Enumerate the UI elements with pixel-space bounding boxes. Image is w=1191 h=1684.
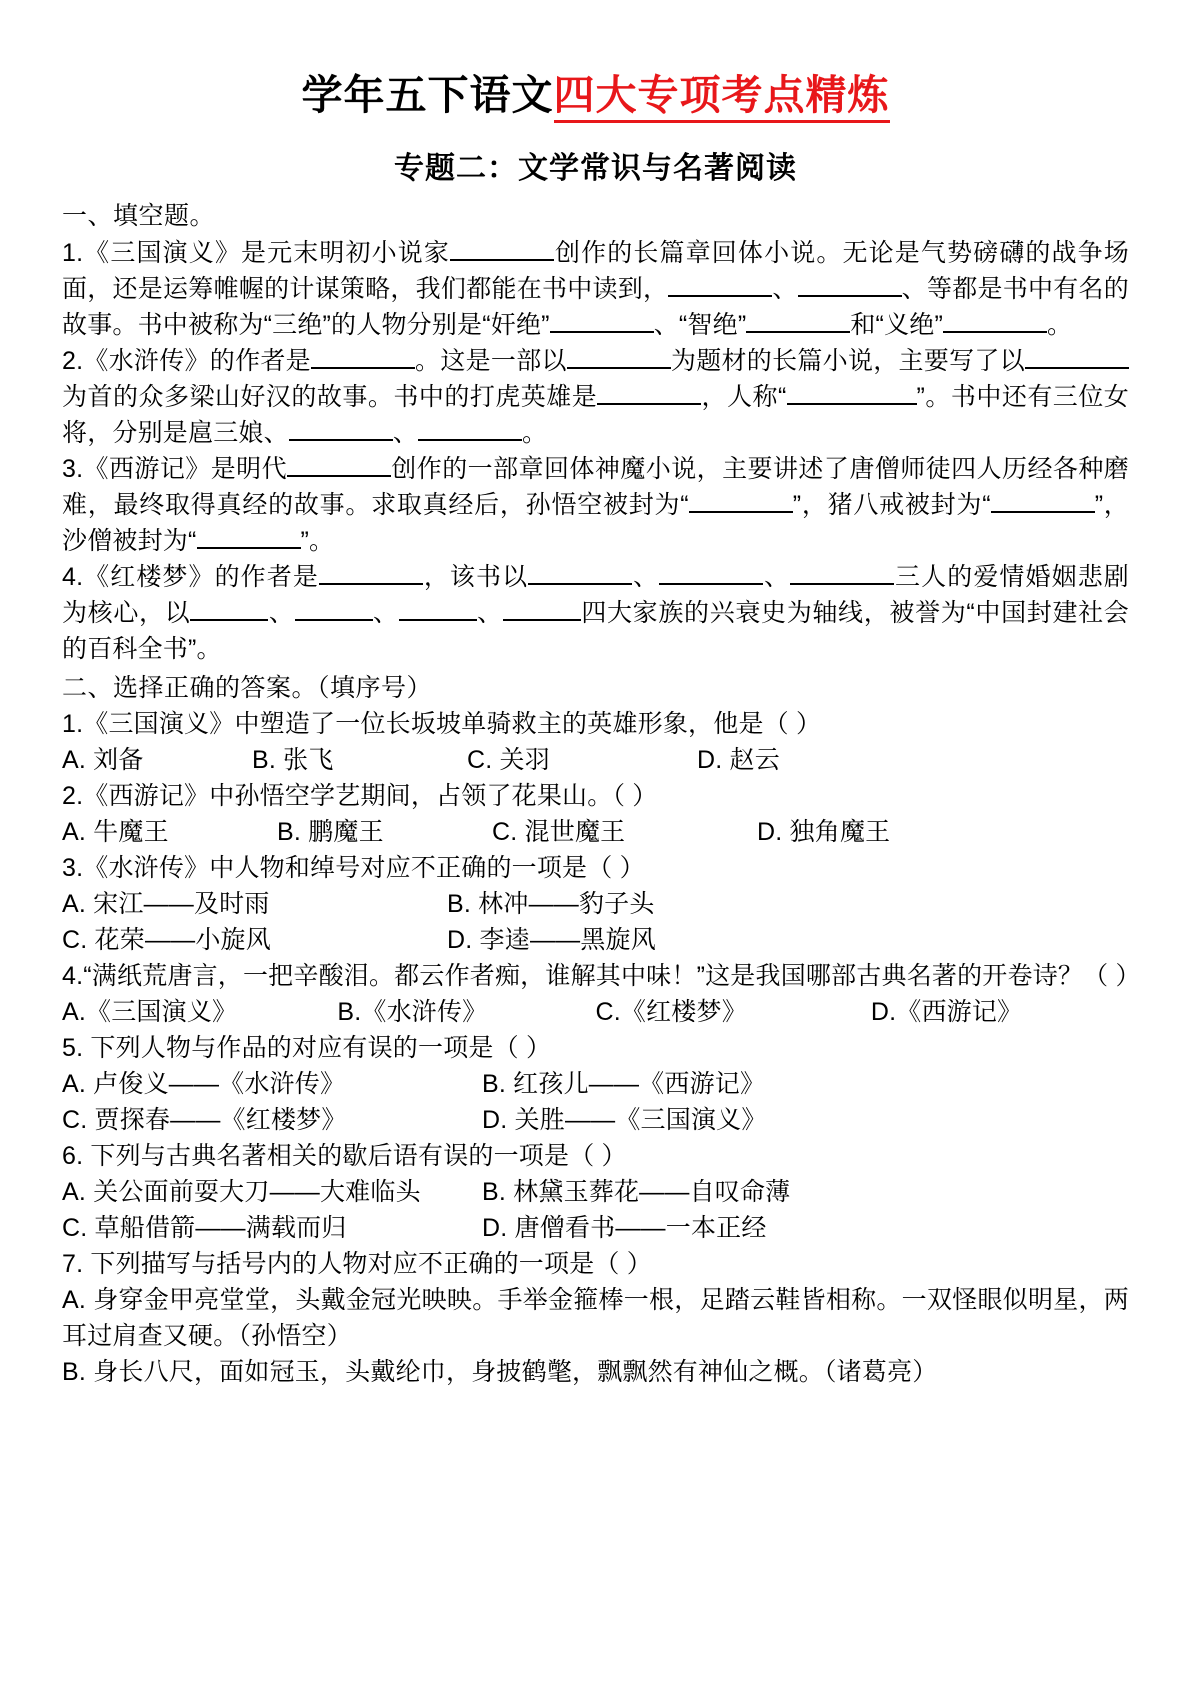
q3-text-e: ”。 xyxy=(300,526,335,555)
q2-text-g: 、 xyxy=(392,418,419,447)
section-2-heading: 二、选择正确的答案。（填序号） xyxy=(62,673,433,702)
choice-question-stem: 7. 下列描写与括号内的人物对应不正确的一项是（ ） xyxy=(62,1250,652,1279)
option-a[interactable]: A. 关公面前耍大刀——大难临头 xyxy=(62,1178,421,1207)
option-a[interactable]: A.《三国演义》 xyxy=(62,998,238,1027)
q4-text-e: 三人的爱情婚姻悲剧为核心，以 xyxy=(62,562,1129,627)
option-d[interactable]: D.《西游记》 xyxy=(870,998,1023,1027)
fill-blank-question-4 xyxy=(62,559,1129,667)
option-d[interactable]: D. 唐僧看书——一本正经 xyxy=(482,1214,767,1243)
q2-text-e: ，人称“ xyxy=(701,382,787,411)
choice-options-row xyxy=(62,1066,1129,1102)
blank-input[interactable] xyxy=(943,331,1047,333)
q2-text-c: 为题材的长篇小说，主要写了以 xyxy=(670,346,1025,375)
blank-input[interactable] xyxy=(597,403,701,405)
blank-input[interactable] xyxy=(798,295,902,297)
blank-input[interactable] xyxy=(550,331,654,333)
blank-input[interactable] xyxy=(668,295,772,297)
blank-input[interactable] xyxy=(991,511,1095,513)
blank-input[interactable] xyxy=(197,547,301,549)
q1-text-f: 和“义绝” xyxy=(850,310,944,339)
option-d[interactable]: D. 李逵——黑旋风 xyxy=(447,926,656,955)
option-c[interactable]: C. 关羽 xyxy=(467,746,550,775)
q1-text-d: 、等都是书中有名的故事。书中被称为“三绝”的人物分别是“奸绝” xyxy=(62,274,1129,339)
q4-text-a: 4.《红楼梦》的作者是 xyxy=(62,562,319,591)
blank-input[interactable] xyxy=(790,583,894,585)
fill-blank-question-1 xyxy=(62,235,1129,343)
option-a[interactable]: A. 宋江——及时雨 xyxy=(62,890,270,919)
q4-text-c: 、 xyxy=(632,562,660,591)
page-title-red: 四大专项考点精炼 xyxy=(554,72,890,123)
option-b[interactable]: B. 张飞 xyxy=(252,746,334,775)
q2-text-b: 。这是一部以 xyxy=(414,346,567,375)
option-a[interactable]: A. 身穿金甲亮堂堂，头戴金冠光映映。手举金箍棒一根，足踏云鞋皆相称。一双怪眼似明星，两耳过肩查又硬。（孙悟空） xyxy=(62,1286,1129,1351)
option-d[interactable]: D. 赵云 xyxy=(697,746,780,775)
option-c[interactable]: C. 混世魔王 xyxy=(492,818,626,847)
choice-question-stem: 6. 下列与古典名著相关的歇后语有误的一项是（ ） xyxy=(62,1142,627,1171)
choice-options-row xyxy=(62,886,1129,922)
q4-text-f: 、 xyxy=(268,598,295,627)
section-1-heading: 一、填空题。 xyxy=(62,202,216,231)
choice-options-row xyxy=(62,742,1129,778)
option-b[interactable]: B. 鹏魔王 xyxy=(277,818,384,847)
q1-text-a: 1.《三国演义》是元末明初小说家 xyxy=(62,238,451,267)
q4-text-d: 、 xyxy=(763,562,791,591)
q2-text-f: ”。书中还有三位女将，分别是扈三娘、 xyxy=(62,382,1129,447)
q3-text-b: 创作的一部章回体神魔小说，主要讲述了唐僧师徒四人历经各种磨难，最终取得真经的故事。求取真经后，孙悟空被封为“ xyxy=(62,454,1129,519)
blank-input[interactable] xyxy=(295,619,373,621)
choice-question-stem: 3.《水浒传》中人物和绰号对应不正确的一项是（ ） xyxy=(62,854,645,883)
fill-blank-question-2 xyxy=(62,343,1129,451)
blank-input[interactable] xyxy=(311,367,415,369)
option-c[interactable]: C. 贾探春——《红楼梦》 xyxy=(62,1106,347,1135)
q3-text-c: ”，猪八戒被封为“ xyxy=(792,490,991,519)
blank-input[interactable] xyxy=(289,439,393,441)
blank-input[interactable] xyxy=(746,331,850,333)
option-b[interactable]: B. 林黛玉葬花——自叹命薄 xyxy=(482,1178,791,1207)
blank-input[interactable] xyxy=(787,403,917,405)
option-a[interactable]: A. 牛魔王 xyxy=(62,818,169,847)
blank-input[interactable] xyxy=(450,259,554,261)
blank-input[interactable] xyxy=(503,619,581,621)
option-b[interactable]: B.《水浒传》 xyxy=(337,998,488,1027)
choice-options-row xyxy=(62,1102,1129,1138)
choice-options-row xyxy=(62,922,1129,958)
option-a[interactable]: A. 卢俊义——《水浒传》 xyxy=(62,1070,346,1099)
q4-text-h: 、 xyxy=(476,598,503,627)
option-a[interactable]: A. 刘备 xyxy=(62,746,144,775)
blank-input[interactable] xyxy=(399,619,477,621)
option-c[interactable]: C.《红楼梦》 xyxy=(595,998,747,1027)
option-c[interactable]: C. 草船借箭——满载而归 xyxy=(62,1214,347,1243)
q3-text-d: ”，沙僧被封为“ xyxy=(62,490,1130,555)
blank-input[interactable] xyxy=(689,511,793,513)
q4-text-g: 、 xyxy=(372,598,399,627)
q4-text-b: ，该书以 xyxy=(422,562,529,591)
q4-text-i: 四大家族的兴衰史为轴线，被誉为“中国封建社会的百科全书”。 xyxy=(62,598,1129,663)
q2-text-h: 。 xyxy=(522,418,548,447)
choice-options-row xyxy=(62,1174,1129,1210)
q3-text-a: 3.《西游记》是明代 xyxy=(62,454,288,483)
option-d[interactable]: D. 独角魔王 xyxy=(757,818,891,847)
blank-input[interactable] xyxy=(418,439,522,441)
choice-options-row xyxy=(62,994,1129,1030)
choice-question-stem: 2.《西游记》中孙悟空学艺期间，占领了花果山。（ ） xyxy=(62,782,658,811)
page-title xyxy=(62,70,1129,121)
choice-question-stem: 5. 下列人物与作品的对应有误的一项是（ ） xyxy=(62,1034,552,1063)
q1-text-g: 。 xyxy=(1047,310,1073,339)
option-b[interactable]: B. 身长八尺，面如冠玉，头戴纶巾，身披鹤氅，飘飘然有神仙之概。（诸葛亮） xyxy=(62,1358,938,1387)
blank-input[interactable] xyxy=(190,619,268,621)
option-b[interactable]: B. 林冲——豹子头 xyxy=(447,890,655,919)
option-b[interactable]: B. 红孩儿——《西游记》 xyxy=(482,1070,766,1099)
blank-input[interactable] xyxy=(319,583,423,585)
option-d[interactable]: D. 关胜——《三国演义》 xyxy=(482,1106,767,1135)
blank-input[interactable] xyxy=(1025,367,1129,369)
choice-question-stem: 4.“满纸荒唐言，一把辛酸泪。都云作者痴，谁解其中味！”这是我国哪部古典名著的开卷诗？（ ） xyxy=(62,962,1141,991)
q1-text-e: 、“智绝” xyxy=(653,310,747,339)
page-subtitle: 专题二：文学常识与名著阅读 xyxy=(394,152,797,186)
blank-input[interactable] xyxy=(659,583,763,585)
q2-text-a: 2.《水浒传》的作者是 xyxy=(62,346,311,375)
blank-input[interactable] xyxy=(567,367,671,369)
page-title-black: 学年五下语文 xyxy=(301,72,554,118)
blank-input[interactable] xyxy=(287,475,391,477)
choice-options-row xyxy=(62,814,1129,850)
fill-blank-question-3 xyxy=(62,451,1129,559)
q2-text-d: 为首的众多梁山好汉的故事。书中的打虎英雄是 xyxy=(62,382,598,411)
option-c[interactable]: C. 花荣——小旋风 xyxy=(62,926,271,955)
q1-text-b: 创作的长篇章回体小说。无论是气势磅礴的战争场面，还是运筹帷幄的计谋策略，我们都能在书中读到， xyxy=(62,238,1129,303)
choice-options-row xyxy=(62,1210,1129,1246)
q1-text-c: 、 xyxy=(772,274,798,303)
choice-question-stem: 1.《三国演义》中塑造了一位长坂坡单骑救主的英雄形象，他是（ ） xyxy=(62,710,822,739)
blank-input[interactable] xyxy=(528,583,632,585)
